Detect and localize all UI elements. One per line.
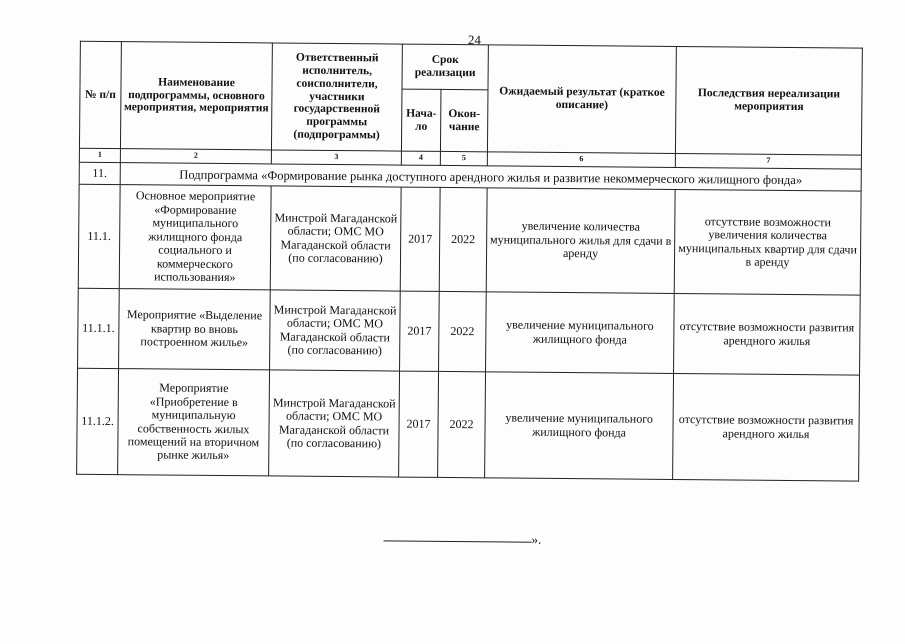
column-number: 5 xyxy=(440,151,487,165)
header-term: Срок реализации xyxy=(402,44,488,90)
column-number: 1 xyxy=(79,148,120,162)
header-result: Ожидаемый результат (краткое описание) xyxy=(487,45,676,154)
table-row xyxy=(78,288,861,375)
program-table xyxy=(76,41,863,482)
row-consequence: отсутствие возможности развития арендного жилья xyxy=(673,373,860,481)
row-number: 11.1.2. xyxy=(77,368,119,474)
row-start: 2017 xyxy=(399,371,439,477)
header-name: Наименование подпрограммы, основного мероприятия, мероприятия xyxy=(120,42,272,150)
row-result: увеличение количества муниципального жилья для сдачи в аренду xyxy=(486,188,675,294)
header-consequence: Последствия нереализации мероприятия xyxy=(675,46,862,155)
subprogram-title: Подпрограмма «Формирование рынка доступного арендного жилья и развитие некоммерческого жилищного фонда» xyxy=(120,163,861,191)
row-number: 11.1.1. xyxy=(78,288,120,368)
row-end: 2022 xyxy=(439,187,487,291)
header-end: Окон-чание xyxy=(440,89,488,151)
row-executor: Минстрой Магаданской области; ОМС МО Магаданской области (по согласованию) xyxy=(269,370,400,477)
page-number: 24 xyxy=(467,32,481,48)
row-start: 2017 xyxy=(400,291,440,371)
row-result: увеличение муниципального жилищного фонда xyxy=(485,372,674,480)
column-number: 6 xyxy=(487,152,675,168)
row-end: 2022 xyxy=(439,291,487,371)
header-start: Нача-ло xyxy=(401,89,441,151)
row-name: Мероприятие «Приобретение в муниципальную собственность жилых помещений на вторичном рынке жилья» xyxy=(118,369,270,476)
header-row xyxy=(80,41,862,93)
column-number: 3 xyxy=(271,150,401,165)
header-num: № п/п xyxy=(79,41,121,148)
column-number: 2 xyxy=(120,149,271,164)
row-consequence: отсутствие возможности увеличения количества муниципальных квартир для сдачи в аренду xyxy=(674,189,861,295)
row-consequence: отсутствие возможности развития арендного жилья xyxy=(674,293,861,375)
column-number: 7 xyxy=(675,153,861,169)
footer-underline xyxy=(384,539,532,542)
row-executor: Минстрой Магаданской области; ОМС МО Магаданской области (по согласованию) xyxy=(270,186,401,291)
column-number: 4 xyxy=(401,151,440,165)
table-row xyxy=(78,184,861,295)
row-start: 2017 xyxy=(400,187,440,291)
table-row xyxy=(77,368,860,481)
row-number: 11.1. xyxy=(78,184,120,288)
row-name: Мероприятие «Выделение квартир во вновь построенном жилье» xyxy=(119,289,271,370)
row-result: увеличение муниципального жилищного фонда xyxy=(486,292,675,374)
row-end: 2022 xyxy=(438,371,486,477)
subprogram-number: 11. xyxy=(79,162,120,184)
header-executor: Ответственный исполнитель, соисполнители, участники государственной программы (подпрограммы) xyxy=(271,43,402,151)
closing-quote-mark: ». xyxy=(531,531,542,547)
row-name: Основное мероприятие «Формирование муниципального жилищного фонда социального и коммерческого использования» xyxy=(119,185,271,290)
row-executor: Минстрой Магаданской области; ОМС МО Магаданской области (по согласованию) xyxy=(270,290,401,371)
